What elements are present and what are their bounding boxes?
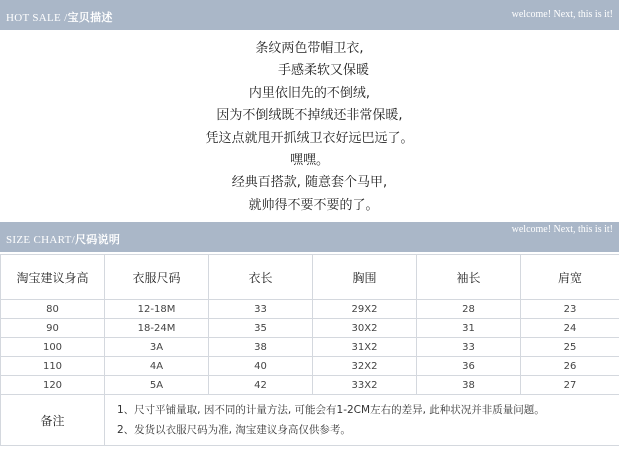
cell-chest: 31X2 <box>313 338 417 357</box>
cell-size: 3A <box>105 338 209 357</box>
note-text <box>105 395 619 446</box>
cell-height: 110 <box>1 357 105 376</box>
table-row <box>1 319 619 338</box>
cell-shoulder: 27 <box>521 376 619 395</box>
description-line: 条纹两色带帽卫衣, <box>255 41 364 56</box>
header-size: 衣服尺码 <box>105 255 209 300</box>
description-line: 因为不倒绒既不掉绒还非常保暖, <box>216 108 403 124</box>
description-line: 内里依旧先的不倒绒, <box>248 85 371 101</box>
cell-length: 35 <box>209 319 313 338</box>
table-row <box>1 300 619 319</box>
cell-length: 40 <box>209 357 313 376</box>
cell-sleeve: 36 <box>417 357 521 376</box>
cell-length: 38 <box>209 338 313 357</box>
size-chart-title <box>6 231 120 247</box>
table-header-row <box>1 255 619 300</box>
size-chart-title-en: SIZE CHART/ <box>6 234 75 246</box>
product-description <box>0 38 619 217</box>
description-line: 手感柔软又保暖 <box>277 63 369 79</box>
table-row <box>1 376 619 395</box>
description-line: 凭这点就甩开抓绒卫衣好远巴远了。 <box>205 130 414 146</box>
cell-sleeve: 33 <box>417 338 521 357</box>
note-label: 备注 <box>1 395 105 446</box>
header-sleeve: 袖长 <box>417 255 521 300</box>
cell-chest: 29X2 <box>313 300 417 319</box>
cell-shoulder: 24 <box>521 319 619 338</box>
size-chart-banner <box>0 222 619 252</box>
hot-sale-banner <box>0 0 619 30</box>
table-note-row <box>1 395 619 446</box>
cell-shoulder: 26 <box>521 357 619 376</box>
note-line: 2、发货以衣服尺码为准, 淘宝建议身高仅供参考。 <box>117 424 351 436</box>
hot-sale-welcome-text: welcome! Next, this is it! <box>511 9 613 20</box>
header-shoulder: 肩宽 <box>521 255 619 300</box>
cell-size: 4A <box>105 357 209 376</box>
size-chart-title-cn: 尺码说明 <box>74 233 121 246</box>
cell-height: 120 <box>1 376 105 395</box>
size-chart-table <box>0 254 619 446</box>
cell-chest: 32X2 <box>313 357 417 376</box>
cell-shoulder: 23 <box>521 300 619 319</box>
cell-height: 80 <box>1 300 105 319</box>
cell-size: 18-24M <box>105 319 209 338</box>
hot-sale-title-cn: 宝贝描述 <box>67 11 113 24</box>
cell-length: 42 <box>209 376 313 395</box>
table-row <box>1 338 619 357</box>
description-line: 就帅得不要不要的了。 <box>248 197 379 213</box>
cell-height: 100 <box>1 338 105 357</box>
description-line: 经典百搭款, 随意套个马甲, <box>231 175 388 191</box>
cell-chest: 33X2 <box>313 376 417 395</box>
description-line: 嘿嘿。 <box>289 153 329 169</box>
hot-sale-title-en: HOT SALE / <box>6 12 68 24</box>
cell-chest: 30X2 <box>313 319 417 338</box>
cell-size: 12-18M <box>105 300 209 319</box>
note-line: 1、尺寸平铺量取, 因不同的计量方法, 可能会有1-2CM左右的差异, 此种状况并非质量问题。 <box>117 404 545 416</box>
cell-sleeve: 28 <box>417 300 521 319</box>
header-height: 淘宝建议身高 <box>1 255 105 300</box>
cell-height: 90 <box>1 319 105 338</box>
cell-length: 33 <box>209 300 313 319</box>
header-chest: 胸围 <box>313 255 417 300</box>
cell-shoulder: 25 <box>521 338 619 357</box>
cell-size: 5A <box>105 376 209 395</box>
cell-sleeve: 31 <box>417 319 521 338</box>
cell-sleeve: 38 <box>417 376 521 395</box>
table-row <box>1 357 619 376</box>
size-chart-welcome-text: welcome! Next, this is it! <box>511 224 613 235</box>
hot-sale-title <box>6 9 113 25</box>
header-length: 衣长 <box>209 255 313 300</box>
